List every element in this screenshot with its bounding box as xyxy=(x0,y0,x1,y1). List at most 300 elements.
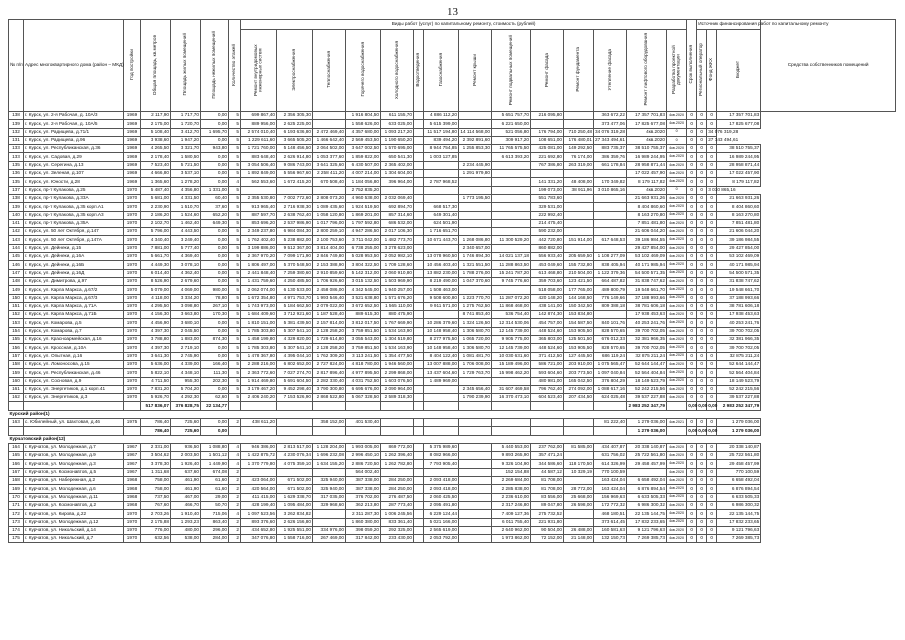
table-cell: 1967 xyxy=(124,468,141,476)
table-cell: 1 088 617,16 xyxy=(594,385,627,393)
table-cell: 420 148,20 xyxy=(531,294,564,302)
table-cell: 466,70 xyxy=(171,501,201,509)
table-cell: 0 xyxy=(687,443,697,451)
table-row xyxy=(9,493,896,501)
table-cell: 0 xyxy=(687,336,697,344)
table-cell: 0 xyxy=(697,468,707,476)
table-cell: 4 666,80 xyxy=(141,170,171,178)
table-cell: 10 148 958,40 xyxy=(424,344,459,352)
table-cell: 4 xyxy=(229,510,241,518)
table-cell: 0 xyxy=(697,369,707,377)
table-cell: 839 494,20 xyxy=(424,136,459,144)
table-cell: г. Курск, ул. Республиканская, д.46 xyxy=(24,369,124,377)
table-cell: 9 326 104,90 xyxy=(492,460,531,468)
table-cell: 0 xyxy=(707,369,717,377)
table-cell: 5 307 541,10 xyxy=(277,344,313,352)
table-cell: 936,50 xyxy=(171,443,201,451)
table-cell: 767,60 xyxy=(141,501,171,509)
table-cell xyxy=(414,510,424,518)
table-cell: 1 717,70 xyxy=(171,112,201,120)
table-cell: г. Курск, ул. Дейнеки, д.16Б xyxy=(24,261,124,269)
table-cell: 17 022 457,90 xyxy=(627,170,667,178)
table-cell: 874,30 xyxy=(201,336,229,344)
table-cell: 4кв.2020 xyxy=(667,203,687,211)
table-cell: 2 745,90 xyxy=(171,352,201,360)
table-cell: г. Курск, ул. Зеленая, д.107 xyxy=(24,170,124,178)
table-cell: 2 472 469,40 xyxy=(313,128,346,136)
table-cell: 263 319,00 xyxy=(564,161,594,169)
table-cell: 1970 xyxy=(124,319,141,327)
table-cell: 176 794,00 xyxy=(531,128,564,136)
table-cell xyxy=(492,203,531,211)
table-cell xyxy=(414,344,424,352)
summary-living: 376 828,75 xyxy=(171,402,201,410)
table-cell: 1 580,50 xyxy=(171,153,201,161)
table-cell: 624 025,48 xyxy=(594,394,627,402)
table-cell xyxy=(414,394,424,402)
table-cell: 138 xyxy=(9,194,24,202)
table-cell xyxy=(414,253,424,261)
table-cell: 0 xyxy=(707,418,717,426)
table-cell: 135 xyxy=(9,161,24,169)
table-cell: 0 xyxy=(707,277,717,285)
table-cell: 1970 xyxy=(124,377,141,385)
table-cell xyxy=(414,244,424,252)
table-cell: 650 541,30 xyxy=(381,153,414,161)
table-cell: 0 xyxy=(697,535,707,543)
table-cell: 154 587,50 xyxy=(564,319,594,327)
col-drain: Водоотведения xyxy=(414,30,424,112)
table-cell: 202,30 xyxy=(201,377,229,385)
table-cell: 11 868 468,00 xyxy=(492,302,531,310)
table-cell xyxy=(459,501,492,509)
summary-cell xyxy=(229,427,241,435)
summary-cell xyxy=(459,427,492,435)
table-cell: г. Курск, ул. Комарова, д.7 xyxy=(24,327,124,335)
table-cell: 863,40 xyxy=(201,518,229,526)
table-cell: 7 259 380,60 xyxy=(277,269,313,277)
table-row xyxy=(9,228,896,236)
table-cell: 0 xyxy=(687,244,697,252)
table-cell: 5 xyxy=(229,336,241,344)
table-cell: 564 002,40 xyxy=(346,468,381,476)
table-cell: 5 xyxy=(229,311,241,319)
table-cell: 1 108 277,09 xyxy=(594,253,627,261)
table-cell: 2 638 762,40 xyxy=(277,211,313,219)
table-cell: 2 808 073,20 xyxy=(313,194,346,202)
table-row xyxy=(9,112,896,120)
table-cell: 160 xyxy=(9,377,24,385)
table-cell xyxy=(277,186,313,194)
table-cell: 6 613 393,20 xyxy=(492,153,531,161)
table-cell: 0 xyxy=(687,493,697,501)
table-cell: 980,00 xyxy=(201,286,229,294)
table-cell xyxy=(424,418,459,426)
table-row xyxy=(9,518,896,526)
table-cell: 0 xyxy=(707,468,717,476)
table-cell: 32 875 211,24 xyxy=(717,352,761,360)
table-cell: 521 056,80 xyxy=(492,128,531,136)
table-cell: 39 700 702,05 xyxy=(717,344,761,352)
table-cell: 1970 xyxy=(124,518,141,526)
table-cell: 5 xyxy=(229,136,241,144)
table-cell: 26 488,00 xyxy=(564,526,594,534)
table-cell xyxy=(424,244,459,252)
table-cell: 2 288 216,00 xyxy=(241,360,277,368)
table-cell: 7 881,00 xyxy=(141,244,171,252)
table-cell: 649,30 xyxy=(201,219,229,227)
table-cell: 438 611,20 xyxy=(241,418,277,426)
table-cell xyxy=(459,485,492,493)
table-cell: 207 434,50 xyxy=(564,394,594,402)
table-cell: 423 064,00 xyxy=(241,477,277,485)
table-cell: 5 021 166,00 xyxy=(424,518,459,526)
table-cell: 5 556 967,60 xyxy=(277,170,313,178)
table-cell xyxy=(594,228,627,236)
table-cell xyxy=(492,219,531,227)
table-row xyxy=(9,510,896,518)
table-cell: 828 570,65 xyxy=(594,344,627,352)
table-cell: 1 304 519,80 xyxy=(381,336,414,344)
table-cell: 1 255 853,30 xyxy=(459,145,492,153)
table-row xyxy=(9,468,896,476)
table-row xyxy=(9,211,896,219)
table-cell: 1 293,23 xyxy=(171,518,201,526)
table-cell: 146 xyxy=(9,261,24,269)
table-cell: 1 088,80 xyxy=(201,443,229,451)
table-cell: 2 868 522,80 xyxy=(313,394,346,402)
table-cell: 1 916 804,50 xyxy=(346,112,381,120)
table-cell: 2 626 156,80 xyxy=(277,518,313,526)
table-cell: 373 477,06 xyxy=(594,120,627,128)
table-cell: 3 249,40 xyxy=(171,236,201,244)
table-cell: 1 466 642,40 xyxy=(313,136,346,144)
table-cell: 131 xyxy=(9,136,24,144)
table-cell: 52 564 404,84 xyxy=(627,369,667,377)
table-cell: 9 512 367,00 xyxy=(277,244,313,252)
table-cell: 90 504,00 xyxy=(531,526,564,534)
table-cell: 173 xyxy=(9,518,24,526)
table-cell: 38 781 606,18 xyxy=(717,302,761,310)
table-cell: 365 803,00 xyxy=(531,336,564,344)
table-cell: 4 007 214,00 xyxy=(346,170,381,178)
table-cell xyxy=(414,452,424,460)
table-cell: 199 073,00 xyxy=(531,186,564,194)
table-cell: 1970 xyxy=(124,311,141,319)
table-row xyxy=(9,443,896,451)
table-cell: 0 xyxy=(697,352,707,360)
table-cell: 78,80 xyxy=(201,294,229,302)
table-cell: 7 793 905,40 xyxy=(424,460,459,468)
table-cell: 699 867,40 xyxy=(241,112,277,120)
table-cell: 518 058,00 xyxy=(531,286,564,294)
table-cell: 2 100 753,60 xyxy=(313,236,346,244)
table-cell xyxy=(424,394,459,402)
table-cell xyxy=(414,418,424,426)
table-cell: 434 652,80 xyxy=(241,526,277,534)
table-cell: 0 xyxy=(697,228,707,236)
table-cell xyxy=(414,112,424,120)
table-cell: 81 222,40 xyxy=(594,418,627,426)
table-cell: 1970 xyxy=(124,269,141,277)
table-cell: 176 480,01 xyxy=(564,136,594,144)
table-cell: 168 xyxy=(9,477,24,485)
table-cell: 0 xyxy=(697,236,707,244)
table-cell: 611 155,70 xyxy=(381,112,414,120)
table-cell: 4кв.2020 xyxy=(667,319,687,327)
table-cell: 2 817 896,40 xyxy=(313,369,346,377)
table-cell: 1 331,00 xyxy=(201,186,229,194)
table-cell: 0 xyxy=(707,327,717,335)
table-cell: 373 614,45 xyxy=(594,518,627,526)
table-cell: 1 478 367,80 xyxy=(241,352,277,360)
table-cell: 2 703,26 xyxy=(141,510,171,518)
table-cell: 1 081 481,70 xyxy=(459,352,492,360)
col-heat: Теплоснабжения xyxy=(313,30,346,112)
table-cell: 5 xyxy=(229,170,241,178)
table-cell: 0 xyxy=(687,360,697,368)
table-row xyxy=(9,186,896,194)
table-cell xyxy=(531,120,564,128)
table-cell: 221 692,80 xyxy=(531,153,564,161)
table-cell: г. Курчатов, ул. Космонавтов, д.5 xyxy=(24,468,124,476)
table-cell xyxy=(277,468,313,476)
table-row xyxy=(9,377,896,385)
table-cell: 3 321,70 xyxy=(171,145,201,153)
table-cell: 776 149,66 xyxy=(594,294,627,302)
table-cell: 10 148 958,40 xyxy=(424,327,459,335)
table-cell: 0 xyxy=(687,369,697,377)
table-cell xyxy=(414,211,424,219)
table-cell: 0 xyxy=(707,485,717,493)
table-cell: 411 415,00 xyxy=(241,493,277,501)
table-cell: 2 331,00 xyxy=(141,443,171,451)
table-cell: 770 100,59 xyxy=(594,468,627,476)
table-cell: 17 938 453,63 xyxy=(717,311,761,319)
col-foundation: Ремонт фундамента xyxy=(564,30,594,112)
table-cell: 5 307 541,10 xyxy=(277,327,313,335)
table-cell xyxy=(492,228,531,236)
table-cell: 4 395 044,10 xyxy=(277,352,313,360)
summary-cell xyxy=(564,402,594,410)
table-cell: 214 475,40 xyxy=(531,219,564,227)
table-cell: г. Курск, пр-т Кулакова, д.25 xyxy=(24,186,124,194)
table-cell: 1 925 551,00 xyxy=(277,526,313,534)
summary-area: 786,40 xyxy=(141,427,171,435)
table-cell: 1 431 759,60 xyxy=(241,277,277,285)
table-cell xyxy=(531,418,564,426)
table-cell: 3 334,20 xyxy=(171,294,201,302)
table-cell: 624 501,90 xyxy=(424,219,459,227)
table-cell: 1975 xyxy=(124,418,141,426)
table-cell: 317 035,00 xyxy=(313,493,346,501)
table-cell xyxy=(564,244,594,252)
summary-cell xyxy=(414,402,424,410)
table-cell: 4кв.2020 xyxy=(667,377,687,385)
table-cell xyxy=(459,186,492,194)
table-row xyxy=(9,294,896,302)
summary-cell xyxy=(424,402,459,410)
table-cell: 1 508 463,00 xyxy=(424,286,459,294)
table-cell: 4кв.2020 xyxy=(667,394,687,402)
table-cell: 0 xyxy=(687,485,697,493)
table-cell: 3 790 300,80 xyxy=(313,385,346,393)
table-cell: 38 911,96 xyxy=(564,186,594,194)
table-cell: 1 729 614,80 xyxy=(313,336,346,344)
summary-nonliving: 0,00 xyxy=(201,427,229,435)
table-cell: 853 696,20 xyxy=(241,219,277,227)
table-cell: 0 xyxy=(707,203,717,211)
table-cell: 14 114 568,00 xyxy=(459,128,492,136)
col-facade: Ремонт фасада xyxy=(531,30,564,112)
table-cell: 3 788,80 xyxy=(141,336,171,344)
table-cell: 10 030 631,60 xyxy=(492,352,531,360)
table-cell: 2 093 418,00 xyxy=(424,477,459,485)
table-cell: 158 xyxy=(9,360,24,368)
col-fund: Фонд ЖКХ xyxy=(707,30,717,112)
table-cell: 0 xyxy=(687,510,697,518)
table-cell: 676 012,33 xyxy=(594,336,627,344)
table-cell: 205 659,50 xyxy=(564,253,594,261)
table-cell: 4 960 538,00 xyxy=(346,194,381,202)
table-cell: 4кв.2020 xyxy=(667,327,687,335)
table-cell: г. Курчатов, ул. Молодежная, д.11 xyxy=(24,493,124,501)
table-cell xyxy=(414,311,424,319)
table-cell: г. Курчатов, ул. Молодежная, д.9 xyxy=(24,452,124,460)
table-cell xyxy=(564,219,594,227)
table-cell: 668 517,30 xyxy=(424,203,459,211)
table-cell: 1 910,40 xyxy=(171,510,201,518)
summary-src3: 0,00 xyxy=(707,427,717,435)
summary-cell xyxy=(424,427,459,435)
table-row xyxy=(9,178,896,186)
table-cell: 2 052 982,10 xyxy=(381,253,414,261)
table-cell: 52 242 215,56 xyxy=(627,385,667,393)
summary-cell xyxy=(346,427,381,435)
table-cell: 893 376,60 xyxy=(241,518,277,526)
table-cell: 1 017 796,00 xyxy=(313,219,346,227)
table-cell: 19 548 661,70 xyxy=(627,286,667,294)
table-cell: 5 681,00 xyxy=(141,194,171,202)
table-cell: 287 773,40 xyxy=(381,501,414,509)
table-cell: г. Курск, ул. Кроссная, д.10А xyxy=(24,344,124,352)
table-cell: 3 672 652,50 xyxy=(346,302,381,310)
summary-src2: 0,00 xyxy=(697,427,707,435)
table-cell xyxy=(459,418,492,426)
table-cell: 2 640 962,00 xyxy=(492,526,531,534)
table-cell: 52 242 215,56 xyxy=(717,385,761,393)
table-cell: 10 671 443,70 xyxy=(424,236,459,244)
table-cell: 39 186 984,55 xyxy=(627,236,667,244)
table-cell xyxy=(594,170,627,178)
table-cell: 2 886 720,50 xyxy=(346,460,381,468)
table-cell: 4 711,50 xyxy=(141,377,171,385)
table-cell: 31 838 747,62 xyxy=(717,277,761,285)
table-cell: 31 838 747,62 xyxy=(627,277,667,285)
table-cell: 4кв.2020 xyxy=(667,120,687,128)
table-cell: 1 746 894,30 xyxy=(459,253,492,261)
table-cell: 52 564 404,84 xyxy=(717,369,761,377)
table-cell: 4кв.2020 xyxy=(667,501,687,509)
table-cell xyxy=(424,186,459,194)
summary-src3: 0,00 xyxy=(707,402,717,410)
table-cell: 2 846 749,80 xyxy=(313,253,346,261)
table-cell: 633 025,00 xyxy=(381,120,414,128)
table-cell: 0 xyxy=(687,468,697,476)
table-cell xyxy=(459,112,492,120)
table-cell: 1969 xyxy=(124,136,141,144)
table-row xyxy=(9,485,896,493)
table-cell: 8 179 117,82 xyxy=(627,178,667,186)
table-cell: 0,00 xyxy=(201,385,229,393)
table-cell: 11 288 863,50 xyxy=(492,261,531,269)
table-cell: 0 xyxy=(687,377,697,385)
table-cell: 13 437 604,60 xyxy=(424,369,459,377)
table-row xyxy=(9,526,896,534)
table-cell: 344 586,60 xyxy=(531,460,564,468)
table-cell: 174 xyxy=(9,526,24,534)
table-cell: 1 914 469,80 xyxy=(241,377,277,385)
table-cell xyxy=(414,501,424,509)
table-cell: 4 xyxy=(229,443,241,451)
table-cell xyxy=(424,385,459,393)
table-cell: 0 xyxy=(707,219,717,227)
table-cell: 29 458 457,99 xyxy=(627,460,667,468)
table-cell: 4 118,00 xyxy=(141,294,171,302)
table-cell: 60,40 xyxy=(201,194,229,202)
summary-owners: 2 983 252 347,79 xyxy=(717,402,761,410)
table-cell: 1968 xyxy=(124,493,141,501)
table-cell: 715,06 xyxy=(201,510,229,518)
table-cell: 5 xyxy=(229,253,241,261)
summary-cell xyxy=(667,402,687,410)
table-cell xyxy=(459,477,492,485)
table-cell: 6 193 636,80 xyxy=(277,128,313,136)
table-cell: 674,08 xyxy=(201,468,229,476)
summary-src2: 0,00 xyxy=(697,402,707,410)
table-cell: 1 462,40 xyxy=(171,219,201,227)
table-cell: 1 634 155,20 xyxy=(313,460,346,468)
table-cell xyxy=(414,493,424,501)
table-cell: 0 xyxy=(697,477,707,485)
table-cell: 138 xyxy=(9,112,24,120)
summary-row xyxy=(9,427,896,435)
table-cell: 2 128 258,20 xyxy=(313,344,346,352)
table-cell: 0 xyxy=(697,319,707,327)
table-cell: 2 186,20 xyxy=(141,211,171,219)
table-cell: 0,00 xyxy=(201,236,229,244)
table-cell: 0 xyxy=(687,211,697,219)
table-cell xyxy=(414,535,424,543)
section-heading xyxy=(9,435,896,443)
table-cell: 6 695 676,00 xyxy=(346,385,381,393)
table-row xyxy=(9,261,896,269)
table-cell: 0,00 xyxy=(201,253,229,261)
table-cell: 153 905,50 xyxy=(564,327,594,335)
table-cell: 0 xyxy=(697,211,707,219)
table-cell: 4кв.2020 xyxy=(667,294,687,302)
table-cell: г. Курск, пр-т Кулакова, д.35 корп.А3 xyxy=(24,211,124,219)
col-nonliving: Площадь нежилых помещений xyxy=(201,20,229,112)
table-cell xyxy=(492,186,531,194)
table-cell: 0 xyxy=(707,385,717,393)
summary-cell xyxy=(24,427,124,435)
table-cell: 4кв.2020 xyxy=(667,510,687,518)
table-cell: 3 938,60 xyxy=(141,136,171,144)
table-cell: 153 905,50 xyxy=(564,344,594,352)
table-cell: 2 317 246,80 xyxy=(492,501,531,509)
table-cell xyxy=(459,120,492,128)
